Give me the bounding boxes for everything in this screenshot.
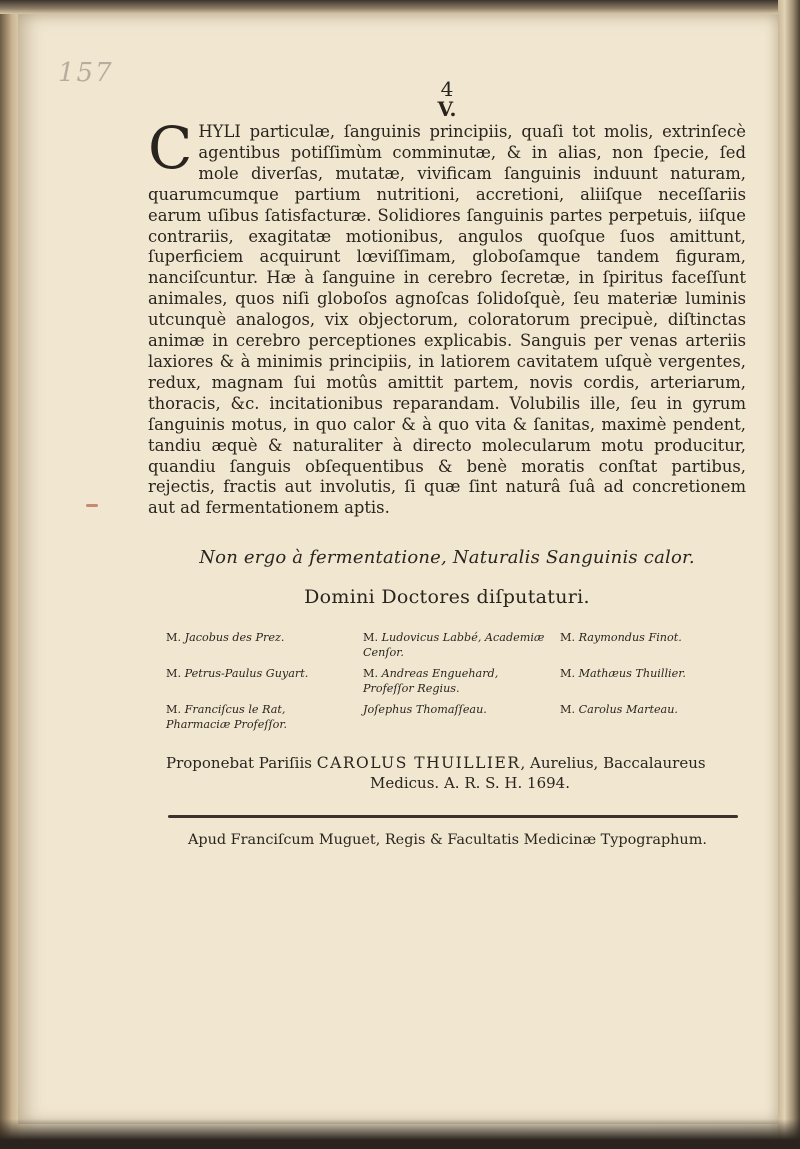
doctor-name: Joſephus Thomaſſeau. [363, 703, 487, 717]
doctor-prefix: M. [560, 667, 576, 681]
doctor-entry [363, 702, 548, 732]
doctor-name: Ludovicus Labbé, Academiæ Cenſor. [363, 631, 545, 660]
thesis-statement: Non ergo à fermentatione, Naturalis Sanguinis calor. [199, 547, 695, 569]
page [18, 14, 778, 1124]
printer-imprint: Apud Franciſcum Muguet, Regis & Facultatis Medicinæ Typographum. [188, 832, 707, 849]
doctors-list [166, 630, 746, 732]
doctor-name: Mathæus Thuillier. [578, 667, 686, 681]
doctor-entry [560, 630, 730, 660]
horizontal-rule [168, 815, 738, 818]
proponebat-rest: , Aurelius, Baccalaureus [520, 754, 706, 773]
doctor-name: Andreas Enguehard, Profeſſor Regius. [363, 667, 499, 696]
proponebat-block [148, 754, 746, 793]
doctor-entry [363, 630, 548, 660]
doctor-name: Raymondus Finot. [578, 631, 682, 645]
proponebat-line2: Medicus. A. R. S. H. 1694. [370, 774, 570, 793]
doctor-entry [560, 702, 730, 732]
doctor-name: Franciſcus le Rat, Pharmaciæ Profeſſor. [166, 703, 288, 732]
doctor-entry [560, 666, 730, 696]
drop-cap: C [148, 114, 193, 182]
doctor-entry [363, 666, 548, 696]
doctor-prefix: M. [363, 667, 379, 681]
doctor-prefix: M. [363, 631, 379, 645]
doctor-name: Carolus Marteau. [578, 703, 678, 717]
doctor-name: Jacobus des Prez. [184, 631, 285, 645]
proponebat-lead: Proponebat Pariſiis [166, 754, 312, 773]
proponebat-line1 [166, 754, 746, 773]
doctor-entry [166, 702, 351, 732]
page-number: 4 [440, 77, 454, 101]
doctor-entry [166, 630, 351, 660]
page-content [148, 77, 746, 849]
ink-smudge [86, 504, 98, 507]
folio-mark: 157 [58, 58, 114, 88]
doctor-name: Petrus-Paulus Guyart. [184, 667, 309, 681]
doctors-heading: Domini Doctores diſputaturi. [304, 586, 590, 609]
body-paragraph [148, 114, 746, 519]
doctor-prefix: M. [166, 667, 182, 681]
book-top-edge [0, 0, 800, 14]
doctor-entry [166, 666, 351, 696]
doctor-prefix: M. [166, 703, 182, 717]
doctor-prefix: M. [166, 631, 182, 645]
doctor-prefix: M. [560, 631, 576, 645]
paragraph-text: HYLI particulæ, ſanguinis principiis, quaſi tot molis, extrinſecè agentibus potiſſimùm comminutæ, & in alias, non ſpecie, ſed mole diverſas, mutatæ, vivificam ſanguinis induunt naturam, quarumcumque partium nutritioni, accretioni, aliiſque neceſſariis earum uſibus ſatisfacturæ. Solidiores ſanguinis partes perpetuis, iiſque contrariis, exagitatæ motionibus, angulos quoſque ſuos amittunt, ſuperficiem acquirunt lœviſſimam, globoſamque tandem figuram, nanciſcuntur. Hæ à ſanguine in cerebro ſecretæ, in ſpiritus faceſſunt animales, quos niſi globoſos agnoſcas ſolidoſquè, ſeu materiæ luminis utcunquè analogos, vix objectorum, coloratorum precipuè, diſtinctas animæ in cerebro perceptiones explicabis. Sanguis per venas arteriis laxiores & à minimis principiis, in latiorem cavitatem uſquè vergentes, redux, magnam ſui motûs amittit partem, novis cordis, arteriarum, thoracis, &c. incitationibus reparandam. Volubilis ille, ſeu in gyrum ſanguinis motus, in quo calor & à quo vita & ſanitas, maximè pendent, tandiu æquè & naturaliter à directo molecularum motu producitur, quandiu ſanguis obſequentibus & benè moratis conſtat partibus, rejectis, fractis aut involutis, ſi quæ ſint naturâ ſuâ ad concretionem aut ad fermentationem aptis. [148, 122, 746, 518]
book-bottom-edge [0, 1119, 800, 1149]
book-right-edge [778, 0, 800, 1149]
section-number: V. [437, 97, 457, 121]
candidate-name: CAROLUS THUILLIER [316, 754, 521, 773]
doctor-prefix: M. [560, 703, 576, 717]
